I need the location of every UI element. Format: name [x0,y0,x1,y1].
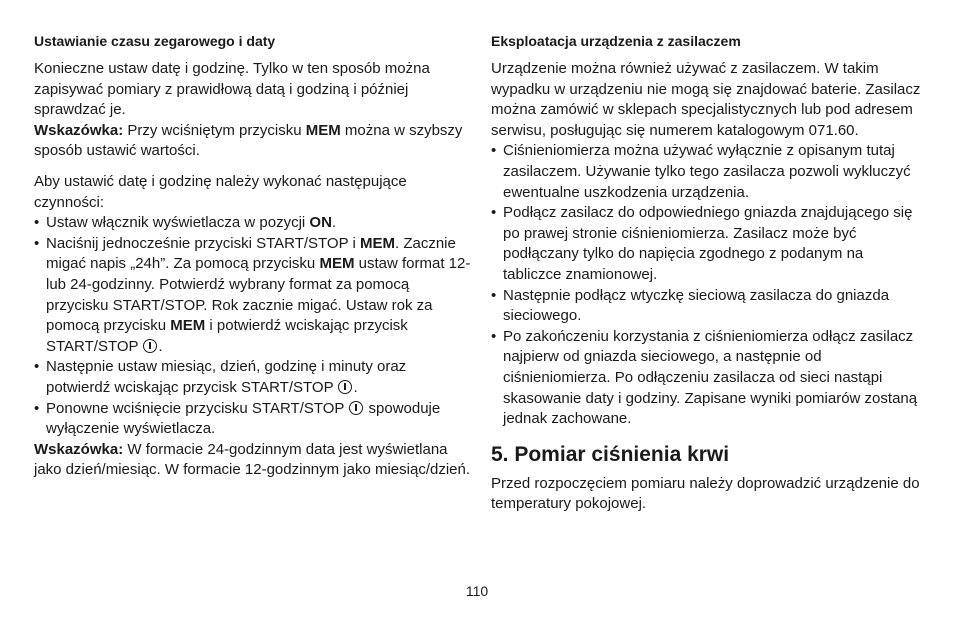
list-item: • Naciśnij jednocześnie przyciski START/STOP i MEM. Zacznie migać napis „24h”. Za pomocą przycisku MEM ustaw format 12- lub 24-godzinny. Potwierdź wybrany format za pomocą przycisku START/STOP. Rok zacznie migać. Ustaw rok za pomocą przycisku MEM i potwierdź wciskając przycisk START/STOP . [34,234,474,358]
paragraph-hint-format: Wskazówka: W formacie 24-godzinnym data jest wyświetlana jako dzień/miesiąc. W formacie 12-godzinnym jako miesiąc/dzień. [34,440,471,479]
chapter-title: 5. Pomiar ciśnienia krwi [491,442,730,466]
list-item: • Następnie podłącz wtyczkę sieciową zasilacza do gniazda sieciowego. [491,286,921,327]
power-button-icon [338,380,352,394]
list-item: • Ustaw włącznik wyświetlacza w pozycji ON. [34,213,474,234]
on-label: ON [309,214,332,232]
list-item: • Ponowne wciśnięcie przycisku START/STOP spowoduje wyłączenie wyświetlacza. [34,399,474,440]
paragraph-steps-intro: Aby ustawić datę i godzinę należy wykonać następujące czynności: [34,172,407,211]
power-button-icon [143,339,157,353]
list-item: • Podłącz zasilacz do odpowiedniego gniazda znajdującego się po prawej stronie ciśnieniomierza. Zasilacz może być podłączany tylko do napięcia zgodnego z podanym na tabliczce znamionowej. [491,203,921,285]
adapter-list [491,141,921,429]
paragraph-measurement-intro: Przed rozpoczęciem pomiaru należy doprowadzić urządzenie do temperatury pokojowej. [491,474,920,513]
list-item: • Następnie ustaw miesiąc, dzień, godzinę i minuty oraz potwierdź wciskając przycisk START/STOP . [34,357,474,398]
hint-label: Wskazówka: [34,440,124,458]
paragraph-adapter-intro: Urządzenie można również używać z zasilaczem. W takim wypadku w urządzeniu nie mogą się znajdować baterie. Zasilacz można zamówić w sklepach specjalistycznych lub pod adresem serwisu, posługując się numerem katalogowym 071.60. [491,60,921,139]
paragraph-hint-mem: Wskazówka: Przy wciśniętym przycisku MEM można w szybszy sposób ustawić wartości. [34,121,463,160]
list-item: • Po zakończeniu korzystania z ciśnieniomierza odłącz zasilacz najpierw od gniazda sieciowego, a następnie od ciśnieniomierza. Po odłączeniu zasilacza od sieci nastąpi skasowanie daty i godziny. Zapisane wyniki pomiarów zostaną jednak zachowane. [491,327,921,430]
paragraph-intro: Konieczne ustaw datę i godzinę. Tylko w ten sposób można zapisywać pomiary z prawidłową datą i godziną i później sprawdzać je. [34,60,430,119]
mem-label: MEM [305,121,341,139]
section-heading-time-date: Ustawianie czasu zegarowego i daty [34,33,276,49]
left-column [34,31,474,481]
right-column [491,31,921,515]
section-heading-power-adapter: Eksploatacja urządzenia z zasilaczem [491,33,741,49]
list-item: • Ciśnieniomierza można używać wyłącznie z opisanym tutaj zasilaczem. Używanie tylko tego zasilacza pozwoli wykluczyć ewentualne uszkodzenia urządzenia. [491,141,921,203]
hint-label: Wskazówka: [34,121,124,139]
power-button-icon [349,401,363,415]
steps-list [34,213,474,440]
page-number: 110 [465,583,489,599]
